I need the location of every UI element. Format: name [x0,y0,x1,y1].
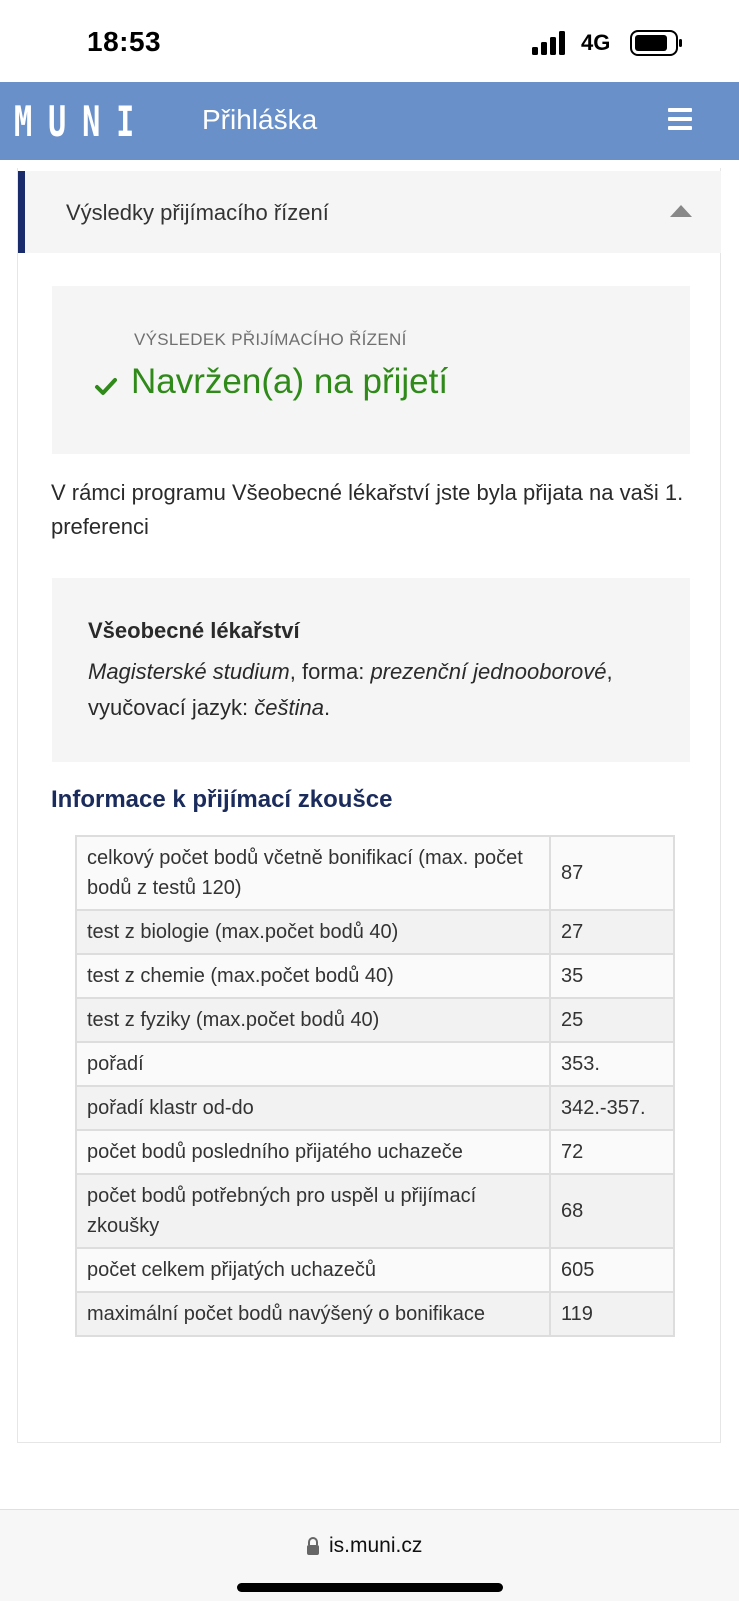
checkmark-icon [94,374,118,398]
status-bar [0,0,739,82]
form-label: , forma: [289,659,371,684]
row-value: 119 [550,1292,674,1336]
row-label: maximální počet bodů navýšený o bonifikace [76,1292,550,1336]
home-indicator[interactable] [237,1583,503,1592]
result-label: VÝSLEDEK PŘIJÍMACÍHO ŘÍZENÍ [134,330,407,349]
row-label: počet bodů posledního přijatého uchazeče [76,1130,550,1174]
row-value: 605 [550,1248,674,1292]
row-value: 342.-357. [550,1086,674,1130]
row-label: pořadí klastr od-do [76,1086,550,1130]
row-label: pořadí [76,1042,550,1086]
accordion-title: Výsledky přijímacího řízení [66,200,329,225]
program-details: Magisterské studium, forma: prezenční jednooborové, vyučovací jazyk: čeština. [88,659,613,720]
row-value: 68 [550,1174,674,1248]
table-row [76,954,674,998]
info-heading: Informace k přijímací zkoušce [51,786,393,813]
row-value: 72 [550,1130,674,1174]
table-row [76,1248,674,1292]
result-status: Navržen(a) na přijetí [131,362,449,401]
menu-icon[interactable] [666,108,694,134]
url-text: is.muni.cz [329,1534,423,1557]
collapse-arrow-icon[interactable] [670,205,692,217]
program-message: V rámci programu Všeobecné lékařství jste byla přijata na vaši 1. preferenci [51,480,684,539]
table-row [76,998,674,1042]
network-type: 4G [581,30,611,55]
table-row [76,910,674,954]
signal-icon [532,31,572,55]
muni-logo[interactable]: MUNI [14,96,151,146]
row-label: celkový počet bodů včetně bonifikací (max. počet bodů z testů 120) [76,836,550,910]
program-box [52,578,690,762]
row-label: počet bodů potřebných pro uspěl u přijímací zkoušky [76,1174,550,1248]
table-row [76,1174,674,1248]
row-label: test z fyziky (max.počet bodů 40) [76,998,550,1042]
study-type: Magisterské studium [88,659,290,684]
table-row [76,1130,674,1174]
language-label: , vyučovací jazyk: [88,659,613,720]
row-value: 25 [550,998,674,1042]
study-language: čeština [254,695,324,720]
row-label: test z chemie (max.počet bodů 40) [76,954,550,998]
table-row [76,1292,674,1336]
program-name: Všeobecné lékařství [88,618,300,643]
row-label: test z biologie (max.počet bodů 40) [76,910,550,954]
row-value: 35 [550,954,674,998]
table-row [76,1086,674,1130]
browser-bottom-bar [0,1509,739,1601]
lock-icon [306,1537,320,1555]
row-label: počet celkem přijatých uchazečů [76,1248,550,1292]
app-header [0,82,739,160]
table-row [76,1042,674,1086]
row-value: 27 [550,910,674,954]
status-time: 18:53 [87,26,162,57]
results-card [17,168,721,1443]
result-box [52,286,690,454]
battery-icon [630,30,684,56]
study-form: prezenční jednooborové [370,659,607,684]
accordion-header[interactable] [18,171,721,253]
row-value: 87 [550,836,674,910]
table-row [76,836,674,910]
exam-info-table [75,835,675,1337]
row-value: 353. [550,1042,674,1086]
page-title: Přihláška [202,104,318,135]
address-bar[interactable] [306,1534,422,1558]
